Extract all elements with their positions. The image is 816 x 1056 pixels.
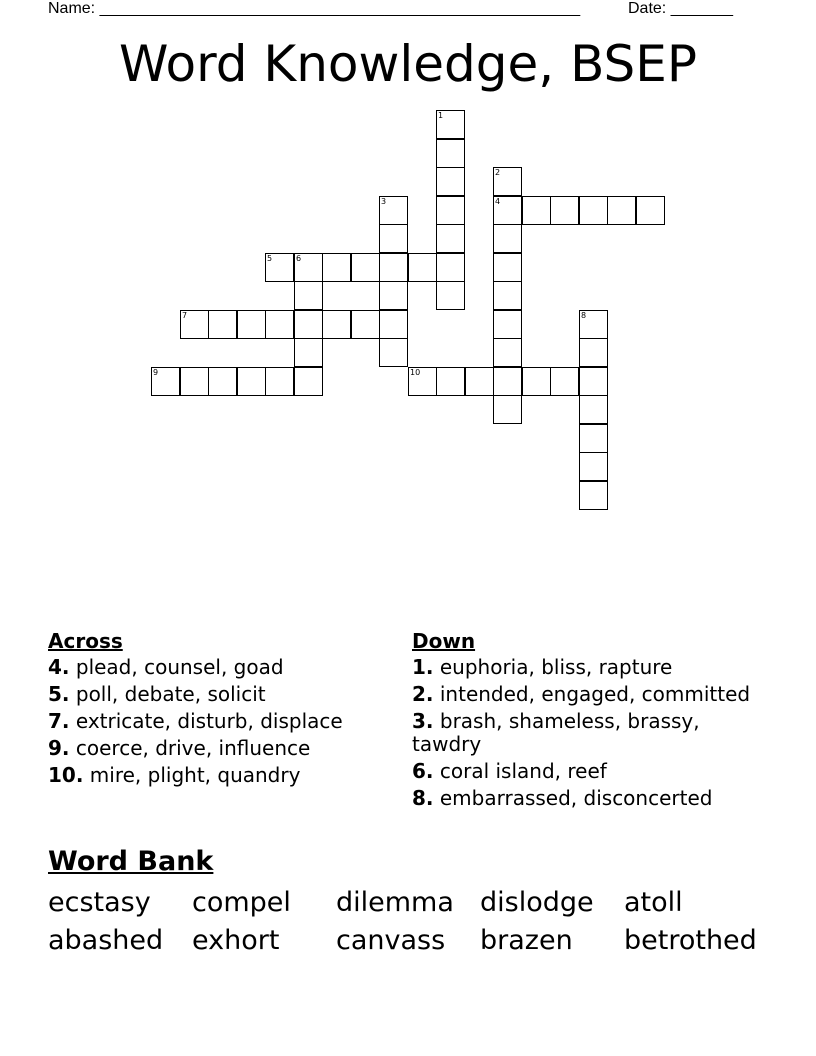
clue-text: poll, debate, solicit <box>69 682 266 706</box>
across-clue <box>48 710 398 733</box>
across-clue <box>48 764 398 787</box>
crossword-cell[interactable] <box>265 253 294 282</box>
clue-number: 5. <box>48 682 70 706</box>
clue-text: brash, shameless, brassy, tawdry <box>412 709 700 756</box>
clue-number: 10. <box>48 763 84 787</box>
crossword-cell[interactable] <box>579 338 608 367</box>
down-clue <box>412 710 762 756</box>
across-clues <box>48 630 398 791</box>
clue-number: 3. <box>412 709 434 733</box>
crossword-cell[interactable] <box>436 224 465 253</box>
crossword-cell[interactable] <box>436 367 465 396</box>
word-bank-word: ecstasy <box>48 887 151 918</box>
crossword-cell[interactable] <box>408 253 437 282</box>
crossword-cell[interactable] <box>493 281 522 310</box>
crossword-cell[interactable] <box>180 367 209 396</box>
cell-number: 8 <box>581 311 587 320</box>
crossword-cell[interactable] <box>379 310 408 339</box>
crossword-cell[interactable] <box>322 253 351 282</box>
clue-text: coral island, reef <box>433 759 607 783</box>
clue-number: 1. <box>412 655 434 679</box>
across-heading: Across <box>48 629 123 653</box>
crossword-cell[interactable] <box>436 167 465 196</box>
word-bank-word: abashed <box>48 925 164 956</box>
cell-number: 2 <box>495 168 501 177</box>
crossword-cell[interactable] <box>550 367 579 396</box>
word-bank-word: dilemma <box>336 887 454 918</box>
crossword-cell[interactable] <box>579 452 608 481</box>
across-clue-list <box>48 656 398 787</box>
name-field-label: Name: ______________________________________________________ <box>48 0 581 17</box>
crossword-cell[interactable] <box>237 367 266 396</box>
clue-text: euphoria, bliss, rapture <box>433 655 673 679</box>
crossword-cell[interactable] <box>607 196 636 225</box>
cell-number: 4 <box>495 197 501 206</box>
crossword-cell[interactable] <box>208 367 237 396</box>
crossword-cell[interactable] <box>208 310 237 339</box>
down-clues <box>412 630 762 814</box>
crossword-cell[interactable] <box>579 310 608 339</box>
across-clue <box>48 683 398 706</box>
clue-number: 4. <box>48 655 70 679</box>
word-bank-word: betrothed <box>624 925 757 956</box>
crossword-cell[interactable] <box>265 367 294 396</box>
cell-number: 1 <box>438 111 444 120</box>
crossword-cell[interactable] <box>294 367 323 396</box>
crossword-cell[interactable] <box>436 281 465 310</box>
crossword-cell[interactable] <box>294 310 323 339</box>
crossword-cell[interactable] <box>579 196 608 225</box>
clue-text: extricate, disturb, displace <box>69 709 343 733</box>
crossword-cell[interactable] <box>579 424 608 453</box>
crossword-cell[interactable] <box>379 338 408 367</box>
clue-text: coerce, drive, influence <box>69 736 311 760</box>
down-clue <box>412 683 762 706</box>
cell-number: 3 <box>381 197 387 206</box>
crossword-cell[interactable] <box>408 367 437 396</box>
crossword-cell[interactable] <box>294 281 323 310</box>
down-clue <box>412 760 762 783</box>
clue-number: 8. <box>412 786 434 810</box>
crossword-cell[interactable] <box>493 224 522 253</box>
date-field-label: Date: _______ <box>628 0 733 17</box>
down-clue-list <box>412 656 762 810</box>
crossword-cell[interactable] <box>636 196 665 225</box>
down-clue <box>412 656 762 679</box>
word-bank-word: atoll <box>624 887 683 918</box>
down-heading: Down <box>412 629 476 653</box>
crossword-cell[interactable] <box>379 281 408 310</box>
cell-number: 9 <box>153 368 159 377</box>
crossword-cell[interactable] <box>493 253 522 282</box>
crossword-cell[interactable] <box>579 481 608 510</box>
crossword-cell[interactable] <box>379 196 408 225</box>
crossword-cell[interactable] <box>493 310 522 339</box>
clue-number: 9. <box>48 736 70 760</box>
crossword-cell[interactable] <box>351 310 380 339</box>
crossword-cell[interactable] <box>493 338 522 367</box>
clue-number: 7. <box>48 709 70 733</box>
clue-text: embarrassed, disconcerted <box>433 786 713 810</box>
cell-number: 6 <box>296 254 302 263</box>
crossword-cell[interactable] <box>436 196 465 225</box>
word-bank-word: brazen <box>480 925 573 956</box>
crossword-cell[interactable] <box>151 367 180 396</box>
down-clue <box>412 787 762 810</box>
crossword-cell[interactable] <box>579 367 608 396</box>
across-clue <box>48 656 398 679</box>
crossword-cell[interactable] <box>294 253 323 282</box>
cell-number: 5 <box>267 254 273 263</box>
crossword-cell[interactable] <box>493 196 522 225</box>
clue-number: 6. <box>412 759 434 783</box>
crossword-cell[interactable] <box>351 253 380 282</box>
word-bank-title: Word Bank <box>48 846 214 877</box>
crossword-cell[interactable] <box>265 310 294 339</box>
crossword-cell[interactable] <box>493 167 522 196</box>
clue-text: mire, plight, quandry <box>83 763 301 787</box>
across-clue <box>48 737 398 760</box>
crossword-cell[interactable] <box>379 253 408 282</box>
crossword-cell[interactable] <box>493 367 522 396</box>
word-bank-word: canvass <box>336 925 446 956</box>
crossword-cell[interactable] <box>322 310 351 339</box>
cell-number: 7 <box>182 311 188 320</box>
crossword-cell[interactable] <box>522 367 551 396</box>
crossword-cell[interactable] <box>522 196 551 225</box>
clue-number: 2. <box>412 682 434 706</box>
crossword-cell[interactable] <box>436 139 465 168</box>
clue-text: intended, engaged, committed <box>433 682 751 706</box>
crossword-cell[interactable] <box>579 395 608 424</box>
crossword-cell[interactable] <box>550 196 579 225</box>
word-bank-word: compel <box>192 887 291 918</box>
word-bank-word: dislodge <box>480 887 594 918</box>
crossword-cell[interactable] <box>465 367 494 396</box>
crossword-cell[interactable] <box>436 110 465 139</box>
crossword-cell[interactable] <box>237 310 266 339</box>
cell-number: 10 <box>410 368 421 377</box>
clue-text: plead, counsel, goad <box>69 655 284 679</box>
page-title: Word Knowledge, BSEP <box>119 35 697 93</box>
word-bank-word: exhort <box>192 925 280 956</box>
crossword-cell[interactable] <box>436 253 465 282</box>
crossword-cell[interactable] <box>294 338 323 367</box>
crossword-cell[interactable] <box>180 310 209 339</box>
crossword-cell[interactable] <box>379 224 408 253</box>
crossword-cell[interactable] <box>493 395 522 424</box>
